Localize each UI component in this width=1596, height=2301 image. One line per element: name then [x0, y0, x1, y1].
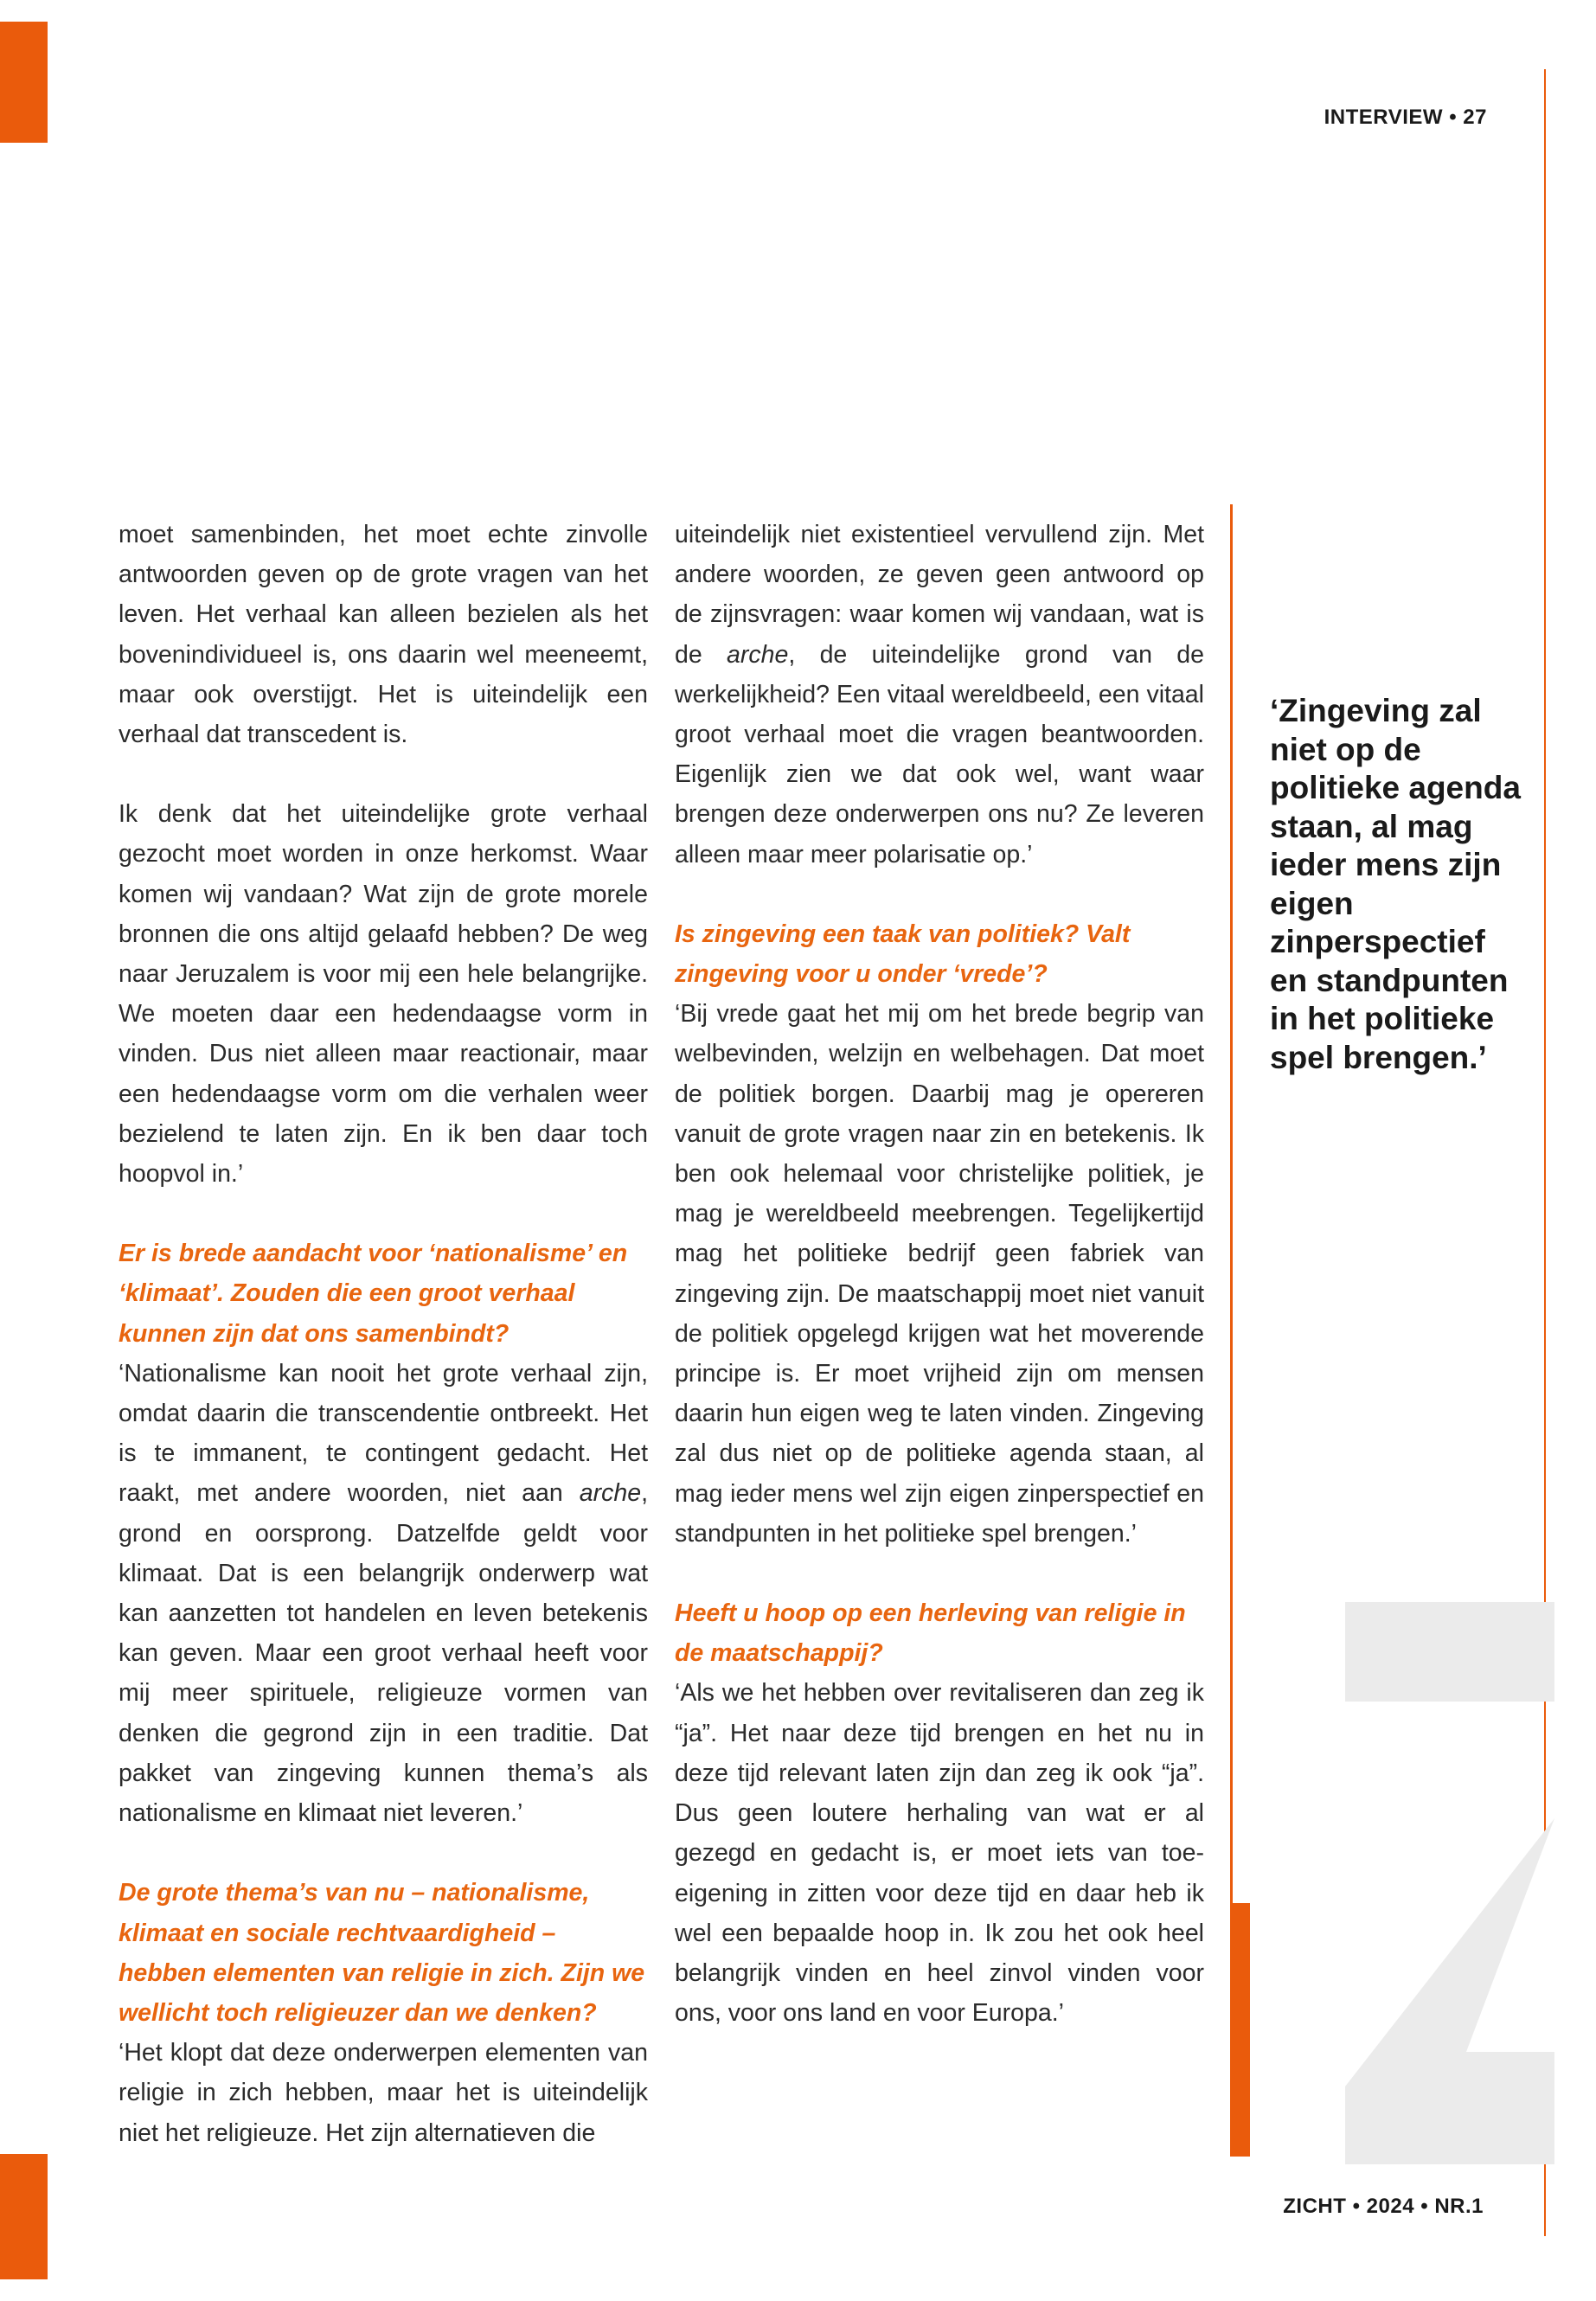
answer-paragraph	[119, 1354, 648, 1833]
interview-question: De grote thema’s van nu – nationalisme, klimaat en sociale rechtvaardigheid – hebben elementen van religie in zich. Zijn we wellicht toch religieuzer dan we denken?	[119, 1879, 645, 2027]
pull-quote: ‘Zingeving zal niet op de politieke agenda staan, al mag ieder mens zijn eigen zinperspectief en standpunten in het politieke spel brengen.’	[1270, 693, 1521, 1075]
interview-question: Er is brede aandacht voor ‘nationalisme’ en ‘klimaat’. Zouden die een groot verhaal kunnen zijn dat ons samenbindt?	[119, 1240, 628, 1348]
header-separator: •	[1449, 106, 1458, 129]
answer-paragraph: ‘Als we het hebben over revitaliseren dan zeg ik “ja”. Het naar deze tijd brengen en het nu in deze tijd relevant laten zijn dan zeg ik ook “ja”. Dus geen loutere herhaling van wat er al gezegd en gedacht is, er moet iets van toe-eigening in zitten voor deze tijd en daar heb ik wel een bepaalde hoop in. Ik zou het ook heel belangrijk vinden en heel zinvol vinden voor ons, voor ons land en voor Europa.’	[675, 1679, 1204, 2028]
accent-bar-bottom	[0, 2154, 48, 2279]
right-column	[675, 515, 1204, 2073]
page-footer	[1283, 2195, 1484, 2219]
answer-text: , grond en oorsprong. Datzelfde geldt voor klimaat. Dat is een belangrijk onderwerp wat kan aanzetten tot handelen en leven betekenis kan geven. Maar een groot verhaal heeft voor mij meer spirituele, religieuze vormen van denken die gegrond zijn in een traditie. Dat pakket van zingeving kunnen thema’s als nationalisme en klimaat niet leveren.’	[119, 1479, 648, 1828]
interview-question: Is zingeving een taak van politiek? Valt zingeving voor u onder ‘vrede’?	[675, 920, 1131, 989]
answer-text: ‘Nationalisme kan nooit het grote verhaal zijn, omdat daarin die transcendentie ontbreekt. Het is te immanent, te contingent gedacht. Het raakt, met andere woorden, niet aan	[119, 1359, 648, 1508]
paragraph: moet samenbinden, het moet echte zinvolle antwoorden geven op de grote vragen van het leven. Het verhaal kan alleen bezielen als het bovenindividueel is, ons daarin wel meeneemt, maar ook overstijgt. Het is uiteindelijk een verhaal dat transcedent is.	[119, 521, 648, 749]
paragraph-text: , de uiteindelijke grond van de werkelijkheid? Een vitaal wereldbeeld, een vitaal groot verhaal moet die vragen beantwoorden. Eigenlijk zien we dat ook wel, want waar brengen deze onderwerpen ons nu? Ze leveren alleen maar meer polarisatie op.’	[675, 640, 1205, 868]
footer-separator: •	[1352, 2195, 1361, 2218]
answer-paragraph: ‘Bij vrede gaat het mij om het brede begrip van welbevinden, welzijn en welbehagen. Dat moet de politiek borgen. Daarbij mag je opereren vanuit de grote vragen naar zin en betekenis. Ik ben ook helemaal voor christelijke politiek, je mag je wereldbeeld meebrengen. Tegelijkertijd mag het politieke bedrijf geen fabriek van zingeving zijn. De maatschappij moet niet vanuit de politiek opgelegd krijgen wat het moverende principe is. Er moet vrijheid zijn om mensen daarin hun eigen weg te laten vinden. Zingeving zal dus niet op de politieke agenda staan, al mag ieder mens wel zijn eigen zinperspectief en standpunten in het politieke spel brengen.’	[675, 1000, 1204, 1548]
decorative-z-shape	[1345, 1602, 1554, 2164]
answer-paragraph: ‘Het klopt dat deze onderwerpen elementen van religie in zich hebben, maar het is uiteindelijk niet het religieuze. Het zijn alternatieven die	[119, 2039, 648, 2147]
paragraph: Ik denk dat het uiteindelijke grote verhaal gezocht moet worden in onze herkomst. Waar komen wij vandaan? Wat zijn de grote morele bronnen die ons altijd gelaafd hebben? De weg naar Jeruzalem is voor mij een hele belangrijke. We moeten daar een hedendaagse vorm in vinden. Dus niet alleen maar reactionair, maar een hedendaagse vorm om die verhalen weer bezielend te laten zijn. En ik ben daar toch hoopvol in.’	[119, 800, 648, 1189]
italic-term: arche	[579, 1479, 642, 1508]
paragraph	[675, 515, 1204, 875]
magazine-name: ZICHT	[1283, 2195, 1347, 2218]
page-number: 27	[1463, 106, 1487, 129]
interview-question: Heeft u hoop op een herleving van religie in de maatschappij?	[675, 1599, 1186, 1668]
issue-number: NR.1	[1434, 2195, 1484, 2218]
page-header	[1324, 106, 1487, 130]
accent-bar-top	[0, 22, 48, 143]
paragraph-text: uiteindelijk niet existentieel vervullend zijn. Met andere woorden, ze geven geen antwoord op de zijnsvragen: waar komen wij vandaan, wat is de	[675, 521, 1204, 669]
section-label: INTERVIEW	[1324, 106, 1444, 129]
issue-year: 2024	[1366, 2195, 1415, 2218]
pull-quote-rule-accent	[1230, 1903, 1250, 2157]
footer-separator: •	[1420, 2195, 1429, 2218]
left-column	[119, 515, 648, 2193]
italic-term: arche	[727, 640, 789, 669]
